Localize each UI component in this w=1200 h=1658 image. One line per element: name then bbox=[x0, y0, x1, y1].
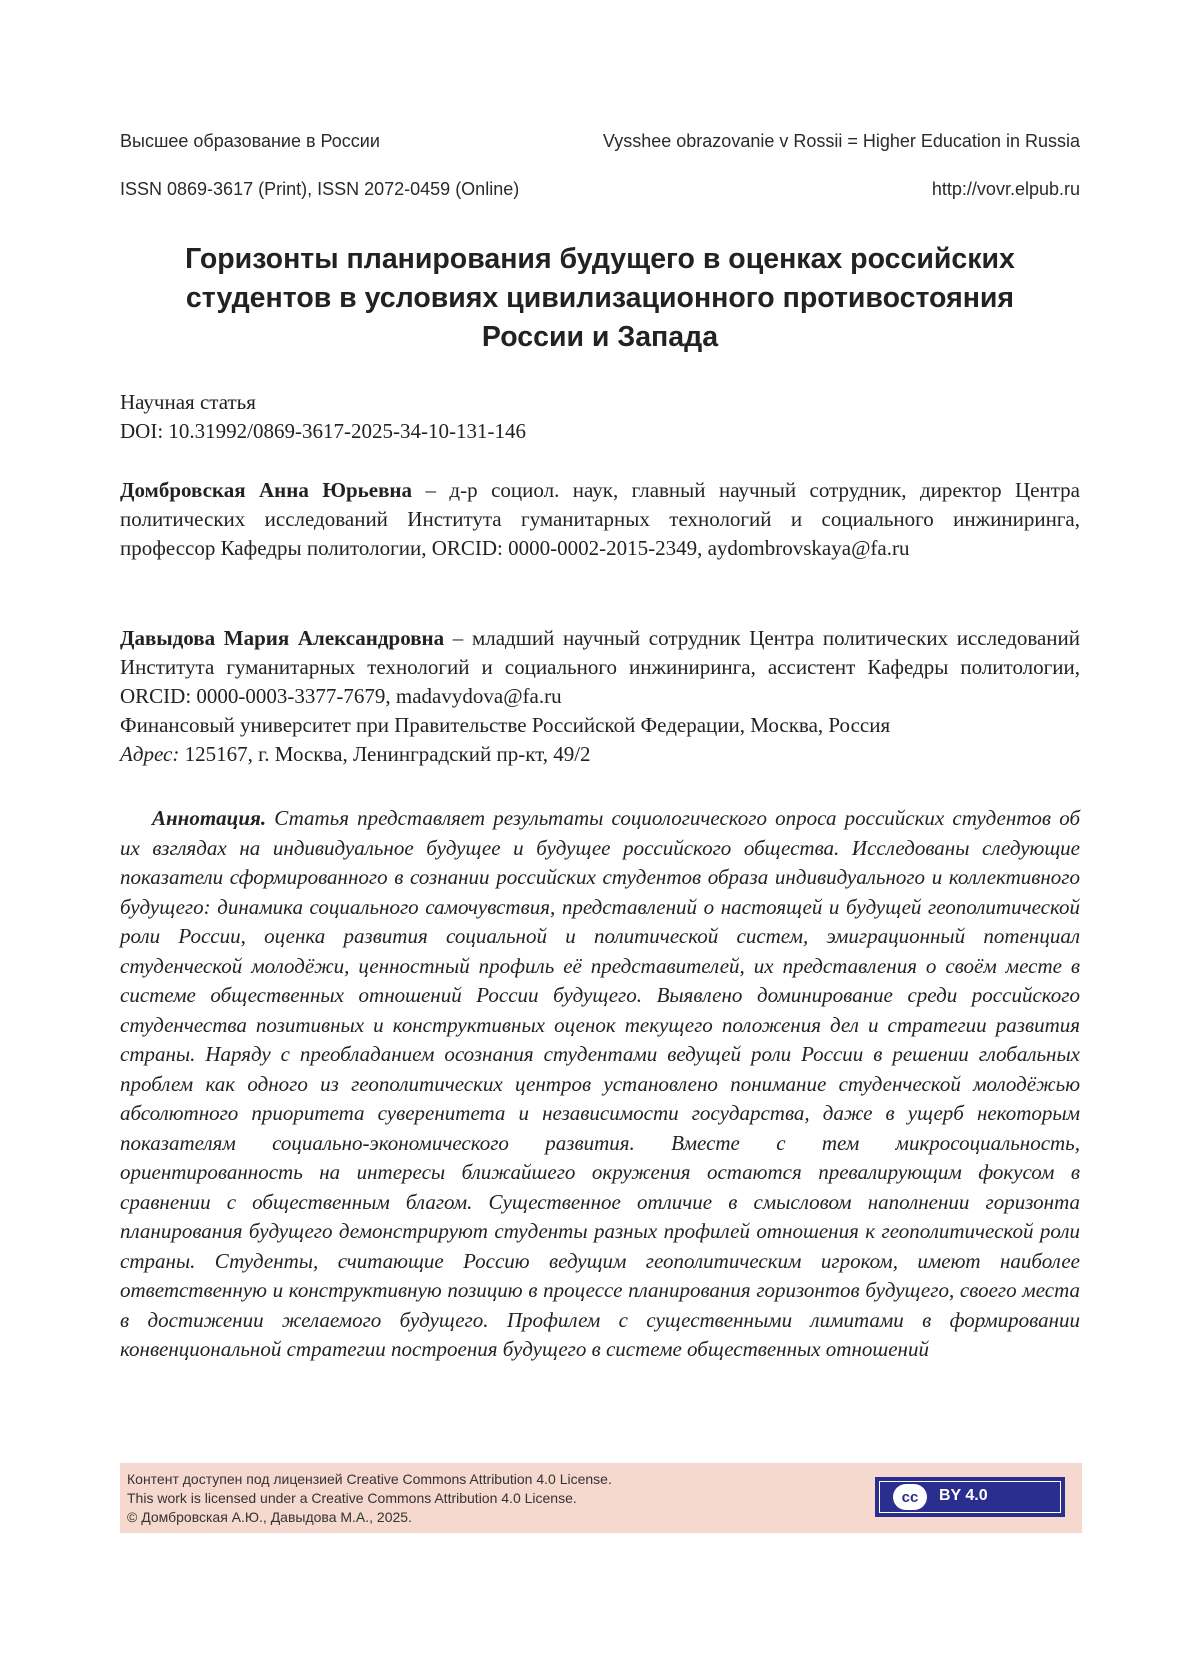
cc-by-license-badge[interactable] bbox=[875, 1477, 1065, 1517]
copyright-line: © Домбровская А.Ю., Давыдова М.А., 2025. bbox=[127, 1509, 412, 1525]
author-block-2 bbox=[120, 624, 1080, 769]
running-header-issn bbox=[120, 179, 1080, 200]
article-meta bbox=[120, 388, 1080, 446]
abstract-text: Статья представляет результаты социологического опроса российских студентов об их взглядах на индивидуальное будущее и будущее российского общества. Исследованы следующие показатели сформированного в сознании российских студентов образа индивидуального и коллективного будущего: динамика социального самочувствия, представлений о настоящей и будущей геополитической роли России, оценка развития социальной и политической систем, эмиграционный потенциал студенческой молодёжи, ценностный профиль её представителей, их представления о своём месте в системе общественных отношений России будущего. Выявлено доминирование среди российского студенчества позитивных и конструктивных оценок текущего положения дел и стратегии развития страны. Наряду с преобладанием осознания студентами ведущей роли России в решении глобальных проблем как одного из геополитических центров установлено понимание студенческой молодёжью абсолютного приоритета суверенитета и независимости государства, даже в ущерб некоторым показателям социально-экономического развития. Вместе с тем микросоциальность, ориентированность на интересы ближайшего окружения остаются превалирующим фокусом в сравнении с общественным благом. Существенное отличие в смысловом наполнении горизонта планирования будущего демонстрируют студенты разных профилей отношения к геополитической роли страны. Студенты, считающие Россию ведущим геополитическим игроком, имеют наиболее ответственную и конструктивную позицию в процессе планирования горизонтов будущего, своего места в достижении желаемого будущего. Профилем с существенными лимитами в формировании конвенциональной стратегии построения будущего в системе общественных отношений bbox=[120, 806, 1080, 1361]
journal-title-ru: Высшее образование в России bbox=[120, 131, 380, 151]
author-details-1: – д-р социол. наук, главный научный сотрудник, директор Центра политических исследований Института гуманитарных технологий и социального инжиниринга, профессор Кафедры политологии, ORCID: 0000-0002-2015-2349, aydombrovskaya@fa.ru bbox=[120, 478, 1080, 560]
license-line-en: This work is licensed under a Creative Commons Attribution 4.0 License. bbox=[127, 1490, 577, 1506]
license-text bbox=[127, 1470, 612, 1527]
author-block-1 bbox=[120, 476, 1080, 563]
license-line-ru: Контент доступен под лицензией Creative Commons Attribution 4.0 License. bbox=[127, 1471, 612, 1487]
address-label: Адрес: bbox=[120, 742, 180, 766]
badge-label: BY 4.0 bbox=[939, 1487, 988, 1504]
abstract-paragraph bbox=[120, 804, 1080, 1365]
article-type: Научная статья bbox=[120, 390, 256, 414]
author-details-2: – младший научный сотрудник Центра политических исследований Института гуманитарных технологий и социального инжиниринга, ассистент Кафедры политологии, ORCID: 0000-0003-3377-7679, madavydova@fa.ru bbox=[120, 626, 1081, 708]
article-title bbox=[120, 240, 1080, 357]
title-line-3: России и Запада bbox=[481, 321, 719, 353]
address bbox=[120, 740, 1080, 769]
title-line-1: Горизонты планирования будущего в оценках российских bbox=[185, 243, 1015, 275]
affiliation: Финансовый университет при Правительстве Российской Федерации, Москва, Россия bbox=[120, 713, 891, 737]
license-box bbox=[120, 1463, 1082, 1533]
running-header-journal bbox=[120, 131, 1080, 152]
issn-text: ISSN 0869-3617 (Print), ISSN 2072-0459 (Online) bbox=[120, 179, 520, 199]
creative-commons-icon: cc bbox=[893, 1484, 927, 1510]
address-value: 125167, г. Москва, Ленинградский пр-кт, 49/2 bbox=[179, 742, 591, 766]
author-name-1: Домбровская Анна Юрьевна bbox=[120, 478, 413, 502]
title-line-2: студентов в условиях цивилизационного противостояния bbox=[185, 282, 1015, 314]
doi[interactable]: DOI: 10.31992/0869-3617-2025-34-10-131-146 bbox=[120, 419, 526, 443]
journal-url[interactable]: http://vovr.elpub.ru bbox=[931, 179, 1080, 199]
abstract bbox=[120, 804, 1080, 1365]
author-name-2: Давыдова Мария Александровна bbox=[120, 626, 445, 650]
author-2-paragraph bbox=[120, 624, 1080, 711]
abstract-label: Аннотация. bbox=[152, 806, 267, 830]
journal-title-en: Vysshee obrazovanie v Rossii = Higher Education in Russia bbox=[602, 131, 1080, 151]
